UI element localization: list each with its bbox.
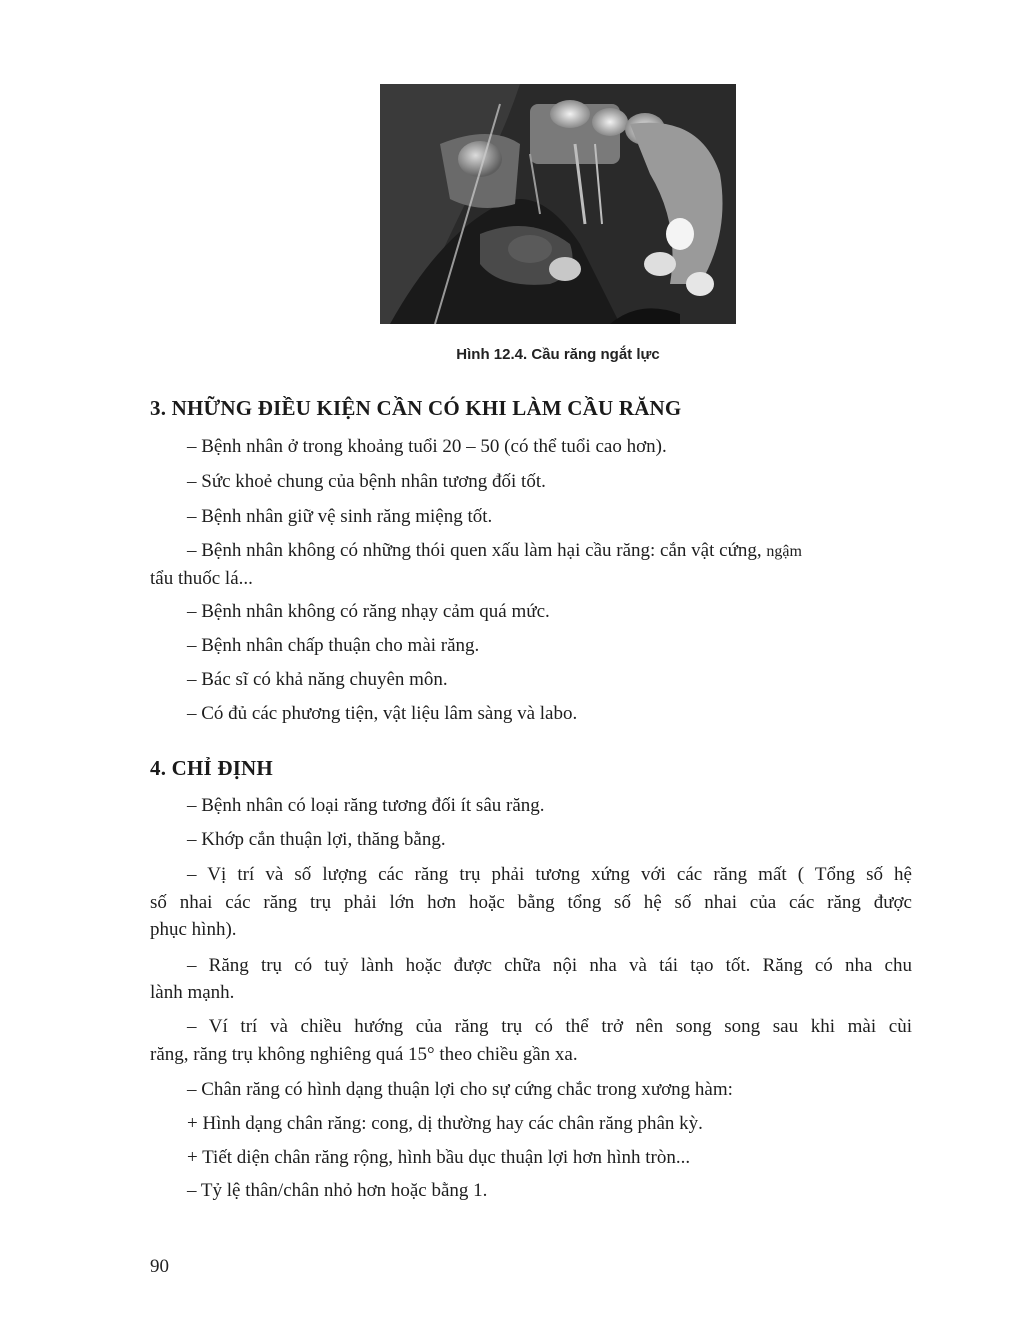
dental-bridge-photo (380, 84, 736, 324)
section-4-line-8: – Ví trí và chiều hướng của răng trụ có thể trở nên song song sau khi mài cùi (187, 1016, 912, 1037)
section-3-line-9: – Có đủ các phương tiện, vật liệu lâm sàng và labo. (187, 703, 578, 724)
figure-caption: Hình 12.4. Cầu răng ngắt lực (456, 346, 660, 363)
section-3-line-7: – Bệnh nhân chấp thuận cho mài răng. (187, 635, 480, 656)
section-4-line-1: – Bệnh nhân có loại răng tương đối ít sâu răng. (187, 795, 545, 816)
section-4-line-11: + Hình dạng chân răng: cong, dị thường hay các chân răng phân kỳ. (187, 1113, 703, 1134)
section-4-line-4: số nhai các răng trụ phải lớn hơn hoặc bằng tổng số hệ số nhai của các răng được (150, 892, 912, 913)
section-4-line-2: – Khớp cắn thuận lợi, thăng bằng. (187, 829, 446, 850)
section-3-line-3: – Bệnh nhân giữ vệ sinh răng miệng tốt. (187, 506, 493, 527)
section-3-line-5: tẩu thuốc lá... (150, 568, 253, 589)
page-number: 90 (150, 1256, 169, 1277)
section-4-heading: 4. CHỈ ĐỊNH (150, 756, 273, 780)
section-3-line-4-tail: ngậm (766, 543, 802, 560)
section-3-line-8: – Bác sĩ có khả năng chuyên môn. (187, 669, 448, 690)
section-4-line-13: – Tỷ lệ thân/chân nhỏ hơn hoặc bằng 1. (187, 1180, 488, 1201)
section-4-line-6: – Răng trụ có tuỷ lành hoặc được chữa nội nha và tái tạo tốt. Răng có nha chu (187, 955, 912, 976)
section-3-line-6: – Bệnh nhân không có răng nhạy cảm quá mức. (187, 601, 550, 622)
section-4-line-9: răng, răng trụ không nghiêng quá 15° theo chiều gần xa. (150, 1044, 578, 1065)
section-3-line-4-text: – Bệnh nhân không có những thói quen xấu làm hại cầu răng: cắn vật cứng, (187, 540, 762, 561)
section-4-line-5: phục hình). (150, 919, 237, 940)
section-4-line-3: – Vị trí và số lượng các răng trụ phải tương xứng với các răng mất ( Tổng số hệ (187, 864, 912, 885)
section-4-line-10: – Chân răng có hình dạng thuận lợi cho sự cứng chắc trong xương hàm: (187, 1079, 733, 1100)
section-3-line-1: – Bệnh nhân ở trong khoảng tuổi 20 – 50 (có thể tuổi cao hơn). (187, 436, 667, 457)
section-4-line-7: lành mạnh. (150, 982, 235, 1003)
section-3-line-4 (187, 539, 802, 564)
section-3-heading: 3. NHỮNG ĐIỀU KIỆN CẦN CÓ KHI LÀM CẦU RĂNG (150, 396, 682, 420)
section-3-line-2: – Sức khoẻ chung của bệnh nhân tương đối tốt. (187, 471, 546, 492)
section-4-line-12: + Tiết diện chân răng rộng, hình bầu dục thuận lợi hơn hình tròn... (187, 1147, 691, 1168)
